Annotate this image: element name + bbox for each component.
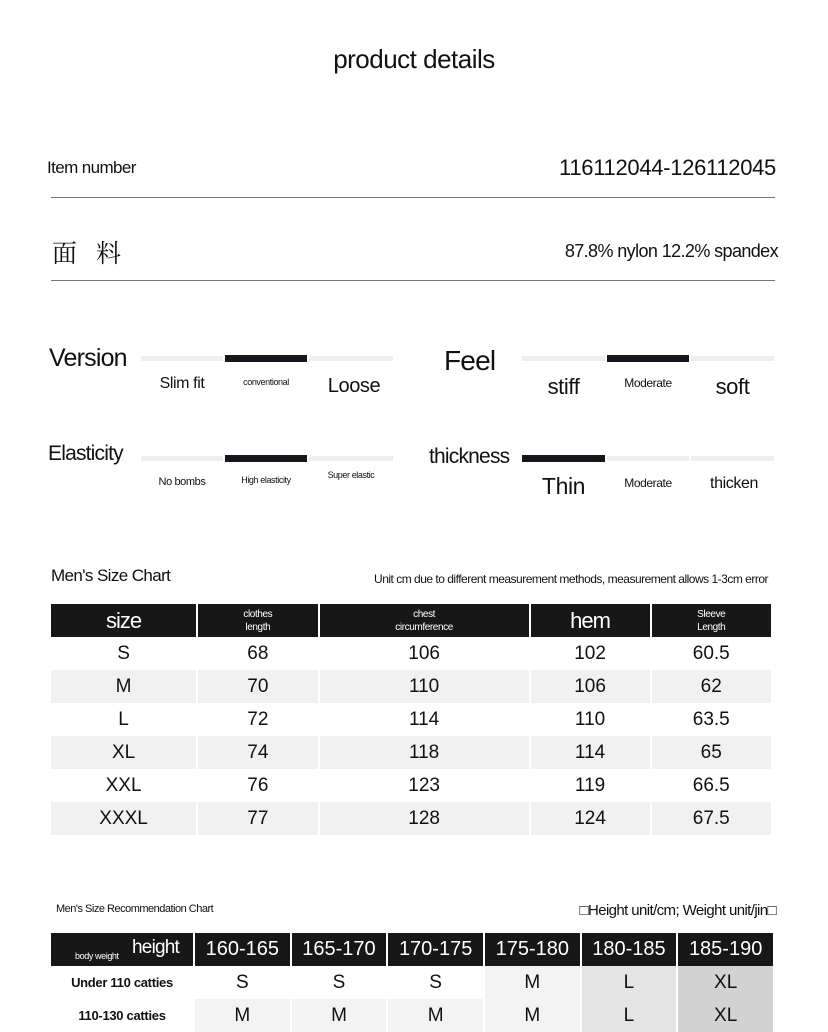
scale-option: High elasticity xyxy=(241,475,291,485)
table-cell: 67.5 xyxy=(652,802,772,835)
page-title: product details xyxy=(333,44,495,74)
table-row xyxy=(51,966,773,999)
table-cell: S xyxy=(292,966,387,999)
column-header-label: chest circumference xyxy=(395,608,453,633)
table-cell: XL xyxy=(678,999,773,1032)
table-cell: L xyxy=(582,999,677,1032)
table-cell: L xyxy=(582,966,677,999)
column-header: 175-180 xyxy=(485,933,580,966)
table-cell: XL xyxy=(51,736,196,769)
table-cell: S xyxy=(388,966,483,999)
size-chart-table xyxy=(49,604,773,835)
scale-option: Slim fit xyxy=(159,375,205,392)
table-cell: M xyxy=(388,999,483,1032)
column-header: 165-170 xyxy=(292,933,387,966)
size-chart-note: Unit cm due to different measurement methods, measurement allows 1-3cm error xyxy=(374,572,768,586)
divider xyxy=(51,197,775,198)
table-row xyxy=(51,637,771,670)
scale-option: Super elastic xyxy=(327,470,375,480)
scale-segment xyxy=(141,456,223,461)
table-cell: 106 xyxy=(408,642,440,664)
table-cell: 60.5 xyxy=(692,642,730,664)
scale-segment xyxy=(141,356,223,361)
scale-option: Thin xyxy=(541,473,586,499)
corner-height-label: height xyxy=(132,937,179,958)
scale-option: No bombs xyxy=(158,476,206,488)
table-cell: 66.5 xyxy=(692,774,730,796)
feel-label: Feel xyxy=(444,345,496,376)
table-cell: XXXL xyxy=(51,802,196,835)
column-header-label: Sleeve Length xyxy=(697,608,726,633)
scale-segment xyxy=(309,356,393,361)
scale-segment xyxy=(522,356,605,361)
table-cell: 76 xyxy=(247,774,269,796)
table-cell: 68 xyxy=(247,642,269,664)
table-cell: 114 xyxy=(408,708,440,730)
table-cell: 70 xyxy=(198,670,317,703)
scale-segment xyxy=(691,356,774,361)
table-row xyxy=(51,802,771,835)
scale-segment xyxy=(691,456,774,461)
column-header-label: size xyxy=(106,607,142,633)
table-cell: 110 xyxy=(574,708,606,730)
recommendation-header-row xyxy=(51,933,773,966)
column-header xyxy=(320,604,529,637)
corner-weight-label: body weight xyxy=(75,951,119,961)
table-cell: M xyxy=(51,670,196,703)
column-header: 180-185 xyxy=(582,933,677,966)
table-cell: 62 xyxy=(652,670,772,703)
table-cell: XL xyxy=(678,966,773,999)
scale-segment xyxy=(309,456,393,461)
table-cell: 119 xyxy=(574,774,606,796)
scale-option: Moderate xyxy=(624,376,672,390)
recommendation-title: Men's Size Recommendation Chart xyxy=(56,903,214,915)
table-cell: M xyxy=(292,999,387,1032)
table-cell: 123 xyxy=(408,774,440,796)
fabric-label: 面 料 xyxy=(52,240,127,268)
table-row xyxy=(51,736,771,769)
divider xyxy=(51,280,775,281)
elasticity-label: Elasticity xyxy=(48,442,123,465)
table-cell: 118 xyxy=(320,736,529,769)
size-chart-title: Men's Size Chart xyxy=(51,566,171,585)
scale-option: soft xyxy=(715,374,750,399)
table-cell: 114 xyxy=(531,736,650,769)
table-cell: M xyxy=(485,966,580,999)
corner-header xyxy=(51,933,193,966)
table-cell: M xyxy=(485,999,580,1032)
table-cell: 110 xyxy=(320,670,529,703)
item-number-label: Item number xyxy=(47,158,136,177)
fabric-value: 87.8% nylon 12.2% spandex xyxy=(564,241,778,261)
table-row xyxy=(51,670,771,703)
column-header xyxy=(51,604,196,637)
scale-option: conventional xyxy=(243,377,289,387)
recommendation-note: □Height unit/cm; Weight unit/jin□ xyxy=(579,902,776,919)
scale-option: thicken xyxy=(710,475,758,492)
table-cell: 72 xyxy=(247,708,269,730)
table-cell: S xyxy=(117,642,130,664)
table-cell: S xyxy=(195,966,290,999)
thickness-label: thickness xyxy=(429,445,510,468)
column-header: 185-190 xyxy=(678,933,773,966)
table-cell: 63.5 xyxy=(692,708,730,730)
size-chart-header-row xyxy=(51,604,771,637)
column-header: 170-175 xyxy=(388,933,483,966)
scale-segment xyxy=(607,456,689,461)
table-row xyxy=(51,769,771,802)
table-cell: L xyxy=(118,708,129,730)
row-label: 110-130 catties xyxy=(51,999,193,1032)
table-cell: M xyxy=(195,999,290,1032)
table-row xyxy=(51,703,771,736)
version-label: Version xyxy=(49,344,127,372)
table-cell: 74 xyxy=(198,736,317,769)
item-number-value: 116112044-126112045 xyxy=(559,155,776,180)
scale-option: stiff xyxy=(547,374,580,399)
column-header xyxy=(531,604,650,637)
table-cell: XXL xyxy=(105,774,142,796)
scale-option: Moderate xyxy=(624,476,672,490)
scale-option: Loose xyxy=(327,375,381,397)
column-header xyxy=(198,604,317,637)
scale-segment-selected xyxy=(522,455,605,462)
scale-segment-selected xyxy=(225,455,307,462)
table-cell: 77 xyxy=(198,802,317,835)
table-cell: 124 xyxy=(531,802,650,835)
scale-segment-selected xyxy=(225,355,307,362)
row-label: Under 110 catties xyxy=(51,966,193,999)
table-cell: 106 xyxy=(531,670,650,703)
scale-segment-selected xyxy=(607,355,689,362)
column-header: 160-165 xyxy=(195,933,290,966)
table-row xyxy=(51,999,773,1032)
column-header-label: hem xyxy=(570,607,610,633)
table-cell: 65 xyxy=(652,736,772,769)
recommendation-table xyxy=(49,933,775,1032)
column-header xyxy=(652,604,772,637)
table-cell: 128 xyxy=(320,802,529,835)
table-cell: 102 xyxy=(574,642,606,664)
column-header-label: clothes length xyxy=(243,608,273,633)
